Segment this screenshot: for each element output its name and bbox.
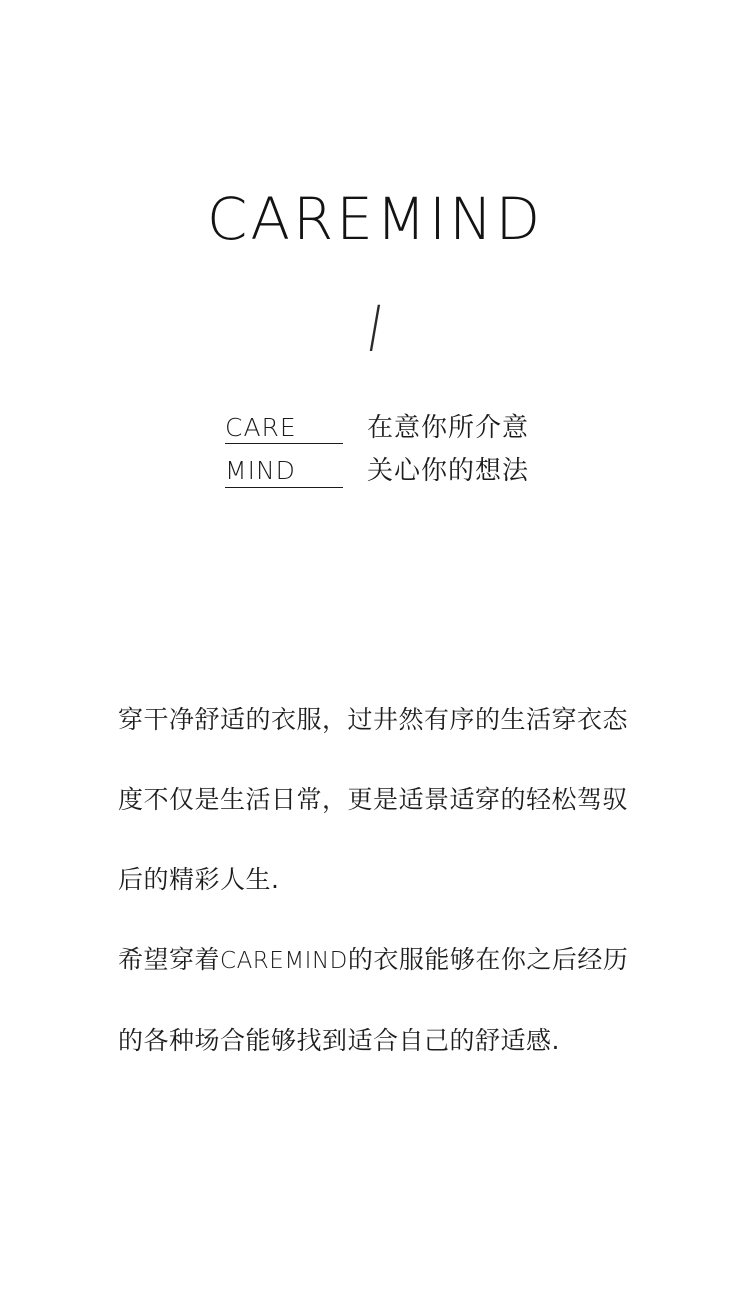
body-paragraph-2 [118,920,638,1081]
tagline-en-mind: MIND [225,458,343,487]
tagline-block [225,415,625,502]
body-paragraph-2-brand: CAREMIND [220,948,348,974]
tagline-row [225,458,625,487]
tagline-cn-care: 在意你所介意 [367,413,530,443]
tagline-row [225,415,625,444]
slash-divider: / [369,295,381,360]
body-paragraph-2-suffix: 的衣服能够在你之后经历的各种场合能够找到适合自己的舒适感. [118,945,629,1055]
body-paragraph-2-prefix: 希望穿着 [118,945,221,974]
brand-title: CAREMIND [206,185,544,253]
tagline-en-care: CARE [225,415,343,444]
tagline-cn-mind: 关心你的想法 [367,456,530,487]
body-paragraph-1: 穿干净舒适的衣服，过井然有序的生活穿衣态度不仅是生活日常，更是适景适穿的轻松驾驭后的精彩人生. [118,705,629,894]
body-copy [118,680,638,1081]
